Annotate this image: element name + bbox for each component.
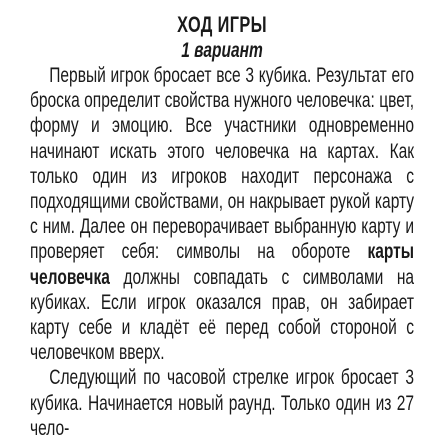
paragraph-1-text-end: должны совпадать с символами на кубиках. Если игрок оказался прав, он забирает карту себе и кладёт её перед собой стороной с человечком вверх. xyxy=(30,265,415,365)
variant-subheading: 1 вариант xyxy=(181,39,263,62)
section-heading: ХОД ИГРЫ xyxy=(177,12,267,37)
rules-paragraph-2: Следующий по часовой стрелке игрок бросает 3 кубика. Начинается новый раунд. Только один из 27 чело- xyxy=(30,366,415,440)
document-body xyxy=(30,12,414,441)
document-page xyxy=(30,12,415,441)
paragraph-1-bold-term: карты человечка xyxy=(30,240,415,289)
paragraph-1-text-start: Первый игрок бросает все 3 кубика. Результат его броска определит свойства нужного человечка: цвет, форму и эмоцию. Все участники одновременно начинают искать этого человечка на картах. Как только один из игроков находит персонажа с подходящими свойствами, он накрывает рукой карту с ним. Далее он переворачивает выбранную карту и проверяет себя: символы на обороте xyxy=(30,64,415,264)
rules-paragraph-1 xyxy=(30,63,414,365)
